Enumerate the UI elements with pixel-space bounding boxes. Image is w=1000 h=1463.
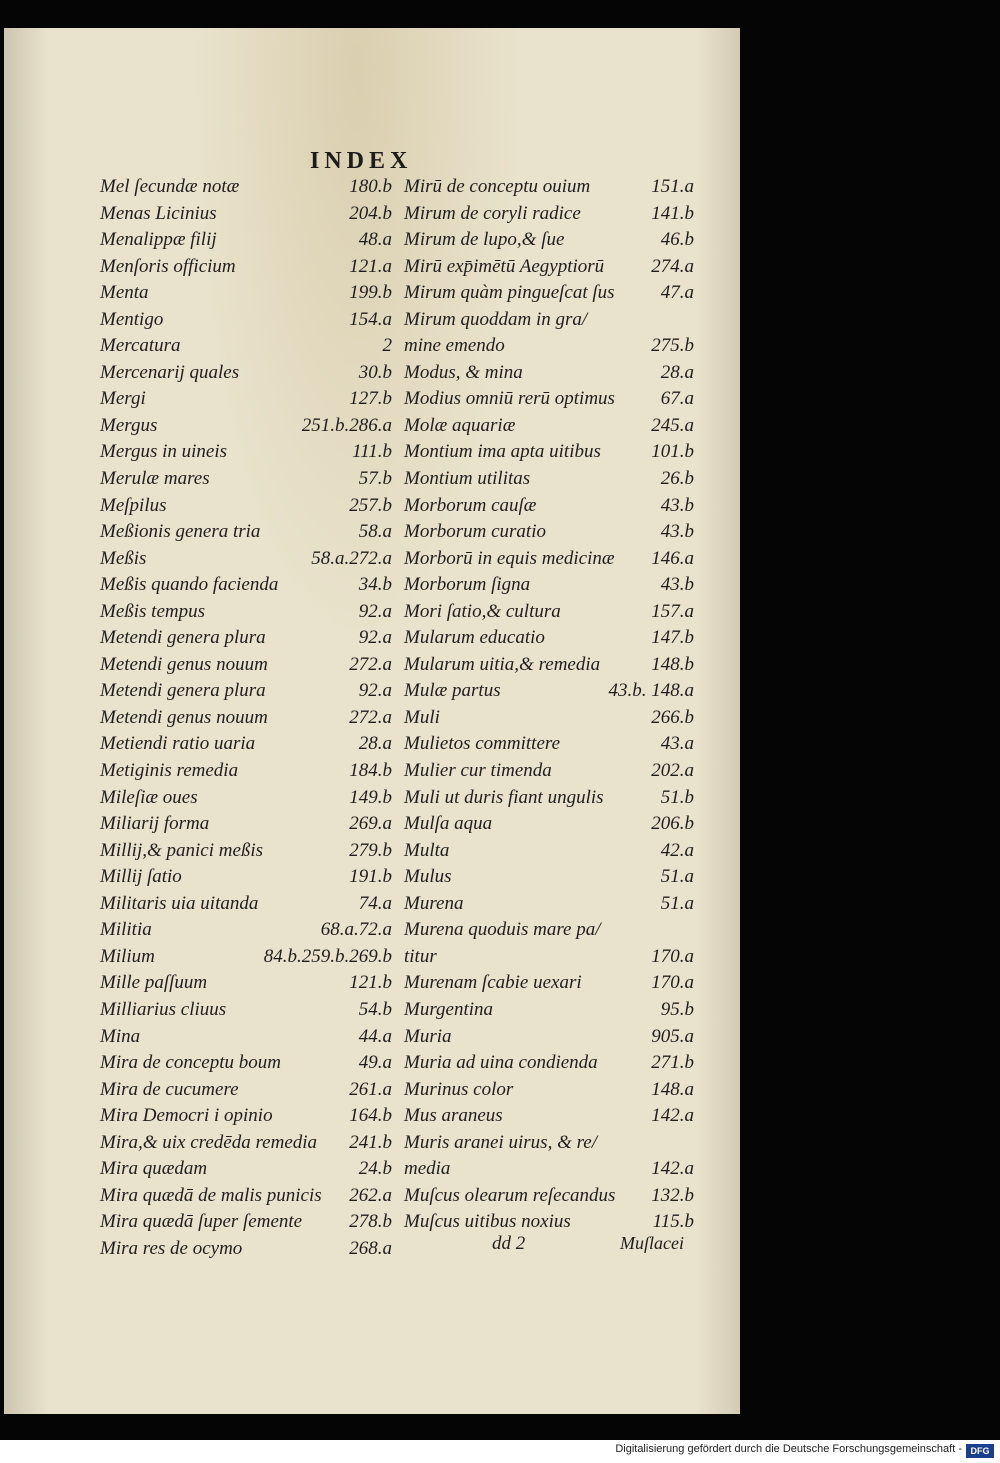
index-reference: 262.a (349, 1184, 392, 1206)
index-reference: 164.b (349, 1105, 392, 1127)
index-term: Militaris uia uitanda (100, 892, 259, 914)
index-reference: 149.b (349, 786, 392, 808)
index-term: Murenam ſcabie uexari (404, 972, 582, 994)
index-entry (100, 1050, 392, 1077)
index-entry (404, 785, 694, 812)
index-entry (100, 731, 392, 758)
index-reference: 141.b (651, 202, 694, 224)
index-entry (100, 970, 392, 997)
index-entry (100, 1024, 392, 1051)
index-entry (404, 678, 694, 705)
index-entry (100, 1077, 392, 1104)
index-reference: 101.b (651, 441, 694, 463)
index-reference: 58.a (358, 521, 392, 543)
index-reference: 74.a (358, 892, 392, 914)
index-reference: 202.a (651, 760, 694, 782)
index-entry (404, 944, 694, 971)
index-term: Mira quædā de malis punicis (100, 1184, 322, 1206)
index-entry (404, 864, 694, 891)
index-term: Murena quoduis mare pa/ (404, 919, 601, 941)
index-term: Mentigo (100, 308, 164, 330)
index-reference: 272.a (349, 653, 392, 675)
index-reference: 905.a (651, 1025, 694, 1047)
index-reference: 43.b (660, 574, 694, 596)
index-term: Metiginis remedia (100, 760, 239, 782)
index-term: Mulietos committere (404, 733, 561, 755)
index-term: Mira quædā ſuper ſemente (100, 1211, 303, 1233)
index-term: Muria (404, 1025, 452, 1047)
index-reference: 245.a (651, 414, 694, 436)
index-entry (404, 201, 694, 228)
index-reference: 142.a (651, 1158, 694, 1180)
index-entry (404, 174, 694, 201)
index-term: Multa (404, 839, 450, 861)
index-entry (100, 891, 392, 918)
index-term: Mulæ partus (404, 680, 501, 702)
index-term: Morborū in equis medicinæ (404, 547, 615, 569)
index-reference: 51.b (660, 786, 694, 808)
index-reference: 26.b (660, 468, 694, 490)
index-entry (404, 891, 694, 918)
index-reference: 95.b (660, 998, 694, 1020)
index-term: Mirum de coryli radice (404, 202, 581, 224)
index-entry (404, 1130, 694, 1157)
index-entry (100, 519, 392, 546)
index-term: Millij,& panici meßis (100, 839, 264, 861)
index-reference: 111.b (352, 441, 392, 463)
index-term: titur (404, 945, 437, 967)
index-term: Mercatura (100, 335, 181, 357)
index-term: Metendi genera plura (100, 680, 266, 702)
index-reference: 115.b (652, 1211, 694, 1233)
index-reference: 268.a (349, 1237, 392, 1259)
index-reference: 147.b (651, 627, 694, 649)
index-entry (100, 1209, 392, 1236)
index-reference: 44.a (358, 1025, 392, 1047)
index-term: Murena (404, 892, 464, 914)
index-entry (404, 307, 694, 334)
dfg-logo-icon: DFG (966, 1444, 994, 1458)
index-term: Meſpilus (100, 494, 167, 516)
index-reference: 42.a (660, 839, 694, 861)
index-entry (100, 811, 392, 838)
index-reference: 180.b (349, 176, 392, 197)
index-reference: 92.a (358, 627, 392, 649)
index-reference: 154.a (349, 308, 392, 330)
index-term: Mira,& uix credēda remedia (100, 1131, 318, 1153)
index-reference: 43.a (660, 733, 694, 755)
index-reference: 266.b (651, 706, 694, 728)
index-term: Mirū exp̄imētū Aegyptiorū (404, 255, 605, 277)
index-reference: 47.a (660, 282, 694, 304)
index-entry (404, 970, 694, 997)
index-term: mine emendo (404, 335, 505, 357)
index-term: Morborum curatio (404, 521, 546, 543)
index-term: Mirum quàm pingueſcat ſus (404, 282, 615, 304)
index-reference: 43.b (660, 494, 694, 516)
index-entry (404, 625, 694, 652)
index-term: Morborum ſigna (404, 574, 531, 596)
index-reference: 278.b (349, 1211, 392, 1233)
index-entry (100, 493, 392, 520)
index-entry (404, 572, 694, 599)
index-reference: 241.b (349, 1131, 392, 1153)
index-reference: 157.a (651, 600, 694, 622)
index-term: Mira de cucumere (100, 1078, 239, 1100)
index-term: media (404, 1158, 451, 1180)
index-term: Mus araneus (404, 1105, 503, 1127)
index-term: Muria ad uina condienda (404, 1052, 598, 1074)
index-entry (100, 785, 392, 812)
index-term: Meßionis genera tria (100, 521, 261, 543)
index-reference: 274.a (651, 255, 694, 277)
index-reference: 170.a (651, 945, 694, 967)
index-reference: 51.a (660, 892, 694, 914)
index-term: Mel ſecundæ notæ (100, 176, 240, 197)
index-term: Muli ut duris fiant ungulis (404, 786, 604, 808)
index-reference: 68.a.72.a (320, 919, 392, 941)
index-term: Murinus color (404, 1078, 514, 1100)
index-reference: 257.b (349, 494, 392, 516)
index-reference: 184.b (349, 760, 392, 782)
index-term: Muſcus olearum reſecandus (404, 1184, 616, 1206)
index-term: Mori ſatio,& cultura (404, 600, 561, 622)
index-term: Merulæ mares (100, 468, 210, 490)
index-entry (100, 758, 392, 785)
index-entry (100, 307, 392, 334)
index-entry (404, 227, 694, 254)
index-entry (100, 280, 392, 307)
index-reference: 54.b (358, 998, 392, 1020)
index-term: Metendi genus nouum (100, 706, 268, 728)
index-reference: 28.a (358, 733, 392, 755)
index-reference: 271.b (651, 1052, 694, 1074)
index-entry (100, 572, 392, 599)
index-entry (100, 599, 392, 626)
index-entry (100, 705, 392, 732)
index-reference: 43.b (660, 521, 694, 543)
index-reference: 58.a.272.a (311, 547, 392, 569)
index-term: Mergi (100, 388, 146, 410)
index-entry (404, 546, 694, 573)
index-reference: 279.b (349, 839, 392, 861)
index-term: Mercenarij quales (100, 361, 240, 383)
index-reference: 151.a (651, 176, 694, 197)
index-term: Mulus (404, 866, 452, 888)
index-term: Morborum cauſæ (404, 494, 537, 516)
index-entry (404, 333, 694, 360)
index-entry (404, 811, 694, 838)
index-entry (100, 333, 392, 360)
index-term: Mergus (100, 414, 158, 436)
index-term: Mira res de ocymo (100, 1237, 243, 1259)
index-term: Mirum de lupo,& ſue (404, 229, 565, 251)
index-reference: 251.b.286.a (301, 414, 392, 436)
index-term: Miliarij forma (100, 813, 210, 835)
index-term: Molæ aquariæ (404, 414, 516, 436)
index-entry (100, 413, 392, 440)
index-reference: 191.b (349, 866, 392, 888)
index-term: Mira Democri i opinio (100, 1105, 273, 1127)
index-term: Metendi genus nouum (100, 653, 268, 675)
index-reference: 34.b (358, 574, 392, 596)
index-reference: 51.a (660, 866, 694, 888)
catchword: Muſlacei (620, 1233, 684, 1253)
index-entry (404, 652, 694, 679)
index-reference: 269.a (349, 813, 392, 835)
index-reference: 148.a (651, 1078, 694, 1100)
index-entry (100, 678, 392, 705)
index-term: Mularum uitia,& remedia (404, 653, 601, 675)
index-entry (404, 466, 694, 493)
index-entry (404, 758, 694, 785)
index-entry (404, 280, 694, 307)
index-reference: 261.a (349, 1078, 392, 1100)
footer-bar (0, 1440, 1000, 1463)
index-term: Murgentina (404, 998, 494, 1020)
index-reference: 142.a (651, 1105, 694, 1127)
index-term: Mirū de conceptu ouium (404, 176, 591, 197)
index-term: Mularum educatio (404, 627, 545, 649)
index-entry (404, 360, 694, 387)
index-reference: 92.a (358, 600, 392, 622)
index-entry (100, 1103, 392, 1130)
book-page (4, 28, 740, 1414)
index-term: Mirum quoddam in gra/ (404, 308, 588, 330)
index-entry (100, 864, 392, 891)
index-entry (404, 439, 694, 466)
index-entry (404, 838, 694, 865)
index-term: Mille paſſuum (100, 972, 208, 994)
index-reference: 84.b.259.b.269.b (263, 945, 392, 967)
page-header: INDEX (310, 148, 413, 174)
index-reference: 272.a (349, 706, 392, 728)
index-term: Muli (404, 706, 440, 728)
index-reference: 121.a (349, 255, 392, 277)
index-term: Menſoris officium (100, 255, 236, 277)
index-entry (404, 997, 694, 1024)
index-term: Millij ſatio (100, 866, 182, 888)
index-reference: 170.a (651, 972, 694, 994)
index-entry (404, 1209, 694, 1236)
index-reference: 92.a (358, 680, 392, 702)
index-term: Muſcus uitibus noxius (404, 1211, 571, 1233)
signature-mark: dd 2 (492, 1233, 526, 1254)
index-term: Mulier cur timenda (404, 760, 552, 782)
index-entry (404, 386, 694, 413)
index-term: Milliarius cliuus (100, 998, 227, 1020)
index-term: Mulſa aqua (404, 813, 493, 835)
index-term: Mergus in uineis (100, 441, 228, 463)
index-entry (100, 652, 392, 679)
index-reference: 46.b (660, 229, 694, 251)
index-term: Montium utilitas (404, 468, 531, 490)
index-entry (404, 1024, 694, 1051)
index-reference: 127.b (349, 388, 392, 410)
index-entry (404, 519, 694, 546)
index-reference: 28.a (660, 361, 694, 383)
index-reference: 48.a (358, 229, 392, 251)
index-reference: 2 (382, 335, 392, 357)
index-entry (100, 625, 392, 652)
index-entry (100, 546, 392, 573)
index-term: Montium ima apta uitibus (404, 441, 601, 463)
index-entry (100, 360, 392, 387)
index-term: Metiendi ratio uaria (100, 733, 256, 755)
index-term: Modus, & mina (404, 361, 523, 383)
index-reference: 199.b (349, 282, 392, 304)
index-reference: 132.b (651, 1184, 694, 1206)
index-entry (100, 1130, 392, 1157)
index-term: Metendi genera plura (100, 627, 266, 649)
index-entry (404, 917, 694, 944)
index-reference: 148.b (651, 653, 694, 675)
index-column-right (404, 174, 694, 1236)
index-reference: 204.b (349, 202, 392, 224)
index-entry (404, 1103, 694, 1130)
index-entry (404, 493, 694, 520)
index-reference: 24.b (358, 1158, 392, 1180)
index-reference: 67.a (660, 388, 694, 410)
index-term: Mira quædam (100, 1158, 208, 1180)
index-term: Meßis tempus (100, 600, 206, 622)
index-reference: 275.b (651, 335, 694, 357)
index-entry (404, 705, 694, 732)
index-entry (404, 1077, 694, 1104)
index-term: Meßis (100, 547, 147, 569)
index-entry (100, 1156, 392, 1183)
index-entry (100, 227, 392, 254)
index-term: Menta (100, 282, 149, 304)
index-term: Menas Licinius (100, 202, 217, 224)
index-reference: 43.b. 148.a (608, 680, 694, 702)
index-term: Mina (100, 1025, 141, 1047)
index-term: Menalippæ filij (100, 229, 217, 251)
index-entry (100, 201, 392, 228)
index-entry (100, 997, 392, 1024)
index-term: Meßis quando facienda (100, 574, 279, 596)
index-entry (100, 466, 392, 493)
index-entry (100, 174, 392, 201)
index-entry (404, 1156, 694, 1183)
index-term: Mileſiæ oues (100, 786, 198, 808)
index-column-left (100, 174, 392, 1262)
index-term: Modius omniū rerū optimus (404, 388, 615, 410)
index-term: Muris aranei uirus, & re/ (404, 1131, 597, 1153)
index-reference: 30.b (358, 361, 392, 383)
index-entry (404, 1183, 694, 1210)
index-entry (404, 254, 694, 281)
index-reference: 146.a (651, 547, 694, 569)
index-entry (100, 254, 392, 281)
index-entry (100, 1236, 392, 1263)
index-entry (404, 413, 694, 440)
footer-credit: Digitalisierung gefördert durch die Deutsche Forschungsgemeinschaft - (615, 1443, 962, 1455)
index-entry (404, 599, 694, 626)
index-term: Mira de conceptu boum (100, 1052, 281, 1074)
index-term: Milium (100, 945, 155, 967)
index-entry (100, 439, 392, 466)
index-reference: 121.b (349, 972, 392, 994)
index-entry (100, 917, 392, 944)
index-reference: 206.b (651, 813, 694, 835)
index-reference: 57.b (358, 468, 392, 490)
index-term: Militia (100, 919, 152, 941)
index-entry (100, 1183, 392, 1210)
index-entry (100, 838, 392, 865)
index-entry (404, 1050, 694, 1077)
index-entry (100, 386, 392, 413)
index-entry (100, 944, 392, 971)
index-entry (404, 731, 694, 758)
index-reference: 49.a (358, 1052, 392, 1074)
